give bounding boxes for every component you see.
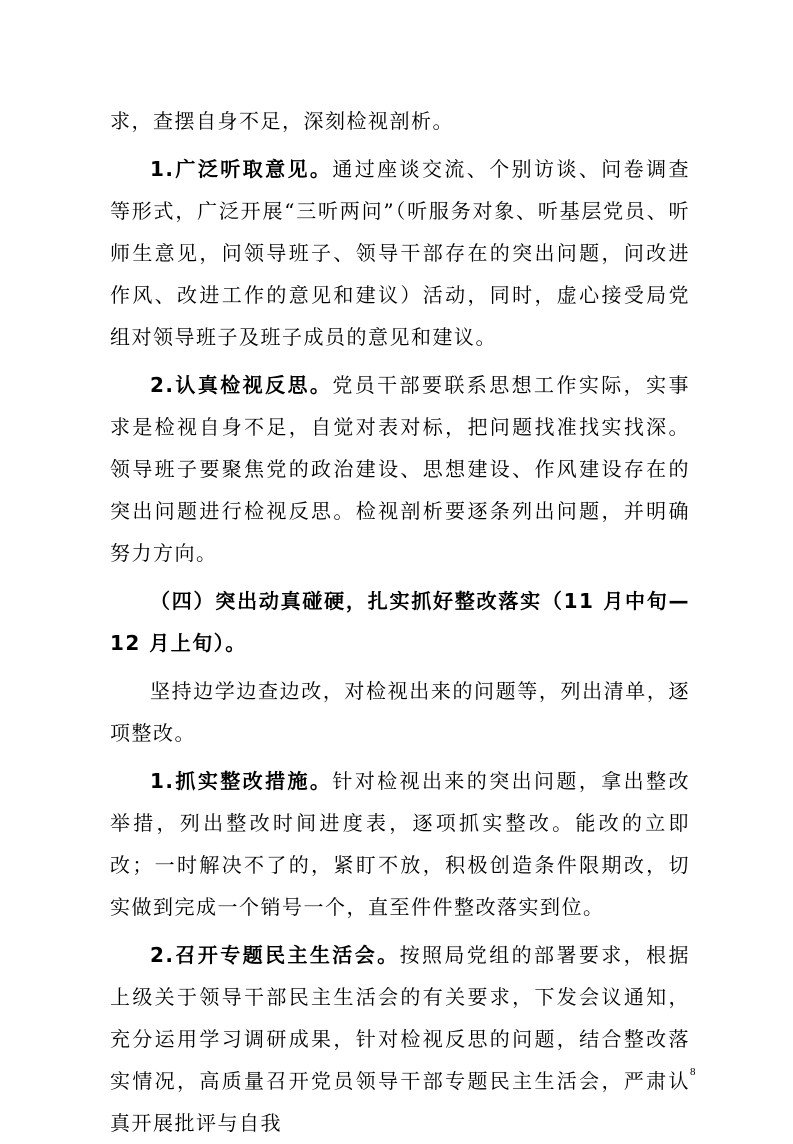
continuation-paragraph: 求，查摆自身不足，深刻检视剖析。: [110, 109, 454, 133]
paragraph-rectification-measures: [110, 760, 690, 928]
paragraph-listen-opinions: [110, 148, 690, 358]
paragraph-lead: 1.抓实整改措施。: [150, 769, 333, 793]
section-heading: （四）突出动真碰硬，扎实抓好整改落实（11 月中旬—12 月上旬）。: [110, 589, 690, 655]
paragraph-lead: 2.召开专题民主生活会。: [150, 943, 400, 967]
page-number: 8: [690, 1066, 696, 1078]
paragraph-self-examination: [110, 364, 690, 574]
paragraph-lead: 2.认真检视反思。: [150, 373, 333, 397]
document-body: [110, 100, 690, 1144]
paragraph-text: 党员干部要联系思想工作实际，实事求是检视自身不足，自觉对表对标，把问题找准找实找深。领导班子要聚焦党的政治建设、思想建设、作风建设存在的突出问题进行检视反思。检视剖析要逐条列出问题，并明确努力方向。: [110, 373, 690, 565]
paragraph-text: 按照局党组的部署要求，根据上级关于领导干部民主生活会的有关要求，下发会议通知，充分运用学习调研成果，针对检视反思的问题，结合整改落实情况，高质量召开党员领导干部专题民主生活会，严肃认真开展批评与自我: [110, 943, 691, 1135]
paragraph-text: 针对检视出来的突出问题，拿出整改举措，列出整改时间进度表，逐项抓实整改。能改的立即改；一时解决不了的，紧盯不放，积极创造条件限期改，切实做到完成一个销号一个，直至件件整改落实到位。: [110, 769, 690, 919]
paragraph-lead: 1.广泛听取意见。: [150, 157, 333, 181]
section-intro-paragraph: 坚持边学边查边改，对检视出来的问题等，列出清单，逐项整改。: [110, 679, 690, 745]
paragraph-democratic-life-meeting: [110, 934, 690, 1144]
paragraph-text: 通过座谈交流、个别访谈、问卷调查等形式，广泛开展“三听两问”（听服务对象、听基层党员、听师生意见，问领导班子、领导干部存在的突出问题，问改进作风、改进工作的意见和建议）活动，同时，虚心接受局党组对领导班子及班子成员的意见和建议。: [110, 157, 690, 349]
